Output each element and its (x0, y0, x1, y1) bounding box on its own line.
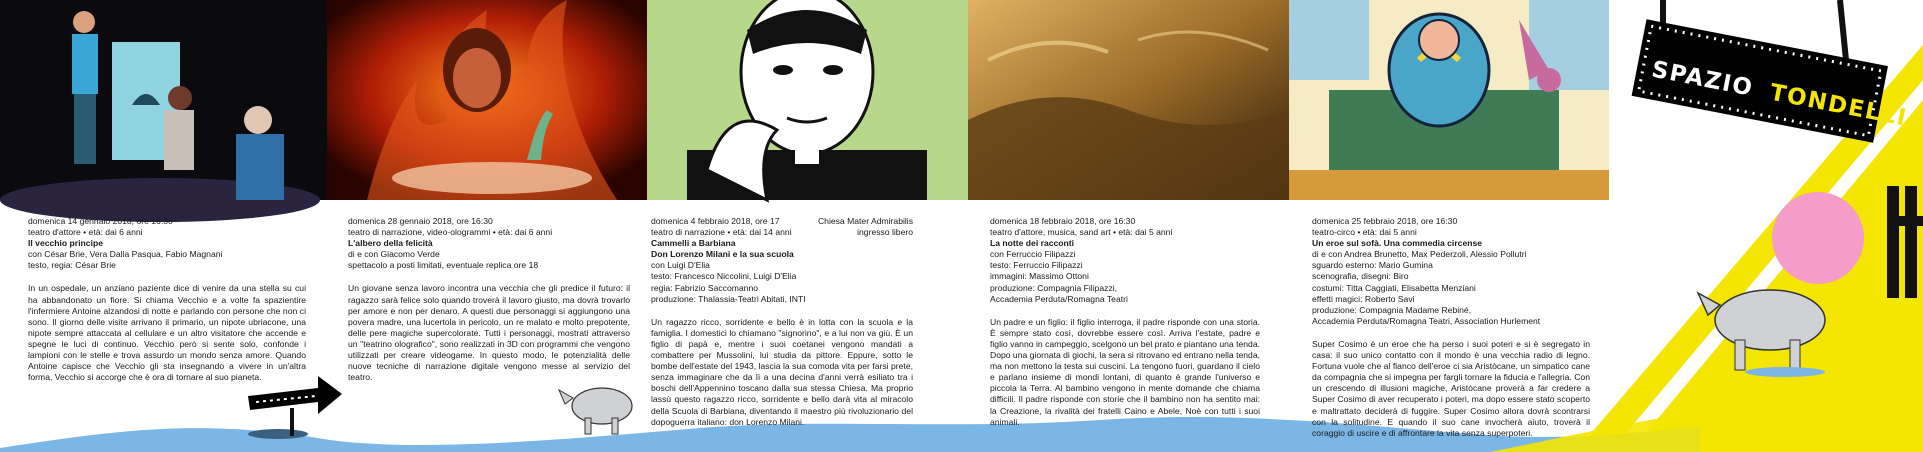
event-credit: testo: Francesco Niccolini, Luigi D'Elia (651, 271, 797, 282)
brand-word-spazio: SPAZIO (1649, 56, 1756, 102)
event-credit: testo: Ferruccio Filipazzi (990, 260, 1083, 271)
event-credit: effetti magici: Roberto Savi (1312, 293, 1415, 304)
event-credit: con Ferruccio Filipazzi (990, 249, 1076, 260)
event-credit: con César Brie, Vera Dalla Pasqua, Fabio Magnani (28, 249, 223, 260)
rhino-drawing-small (559, 388, 632, 434)
event-date: domenica 4 febbraio 2018, ore 17 (651, 216, 780, 226)
event-title: La notte dei racconti (990, 238, 1075, 249)
svg-text:SPAZIO TONDELLI (1649, 57, 1909, 132)
event-credit: Accademia Perduta/Romagna Teatri (990, 293, 1128, 304)
event-title: Un eroe sul sofà. Una commedia circense (1312, 238, 1483, 249)
event-credit: di e con Giacomo Verde (348, 249, 440, 260)
event-description: In un ospedale, un anziano paziente dice di venire da una stella su cui ha abbandonato un fiore. Si chiama Vecchio e a volte fa spazientire l'infermiere Antoine alzandosi di notte e parlando con persone che non ci sono. Il giorno delle visite arrivano il primario, un nipote ubriacone, una nipote sempre attaccata al cellulare e un altro visitatore che accende e spegne le luci di continuo. Vecchio però si sente solo, confonde i lampioni con le stelle e trova assurdo un mondo senza amore. Quando Antoine capisce che Vecchio gli sta insegnando a vivere in un'altra forma, Vecchio si accorge che è ora di tornare al suo pianeta. (28, 283, 306, 383)
event-credit: immagini: Massimo Ottoni (990, 271, 1089, 282)
event-venue: Chiesa Mater Admirabilis (817, 216, 913, 226)
event-date: domenica 28 gennaio 2018, ore 16:30 (348, 216, 493, 226)
pink-circle (1772, 192, 1864, 284)
event-entry: ingresso libero (857, 227, 913, 238)
event-column-1 (28, 216, 306, 383)
event-credit: scenografia, disegni: Biro (1312, 271, 1409, 282)
brand-word-tondelli: TONDELLI (1767, 79, 1910, 132)
event-date: domenica 25 febbraio 2018, ore 16:30 (1312, 216, 1458, 226)
event-credit: costumi: Titta Caggiati, Elisabetta Menziani (1312, 282, 1476, 293)
event-credit: produzione: Thalassia-Teatri Abitati, INTI (651, 293, 806, 304)
event-credit: produzione: Compagnia Filipazzi, (990, 282, 1118, 293)
event-credit: testo, regia: César Brie (28, 260, 116, 271)
event-genre: teatro di narrazione, video-ologrammi • età: dai 6 anni (348, 227, 553, 238)
event-credit: spettacolo a posti limitati, eventuale replica ore 18 (348, 260, 539, 271)
event-credit: con Luigi D'Elia (651, 260, 710, 271)
event-title: Cammelli a Barbiana (651, 238, 736, 249)
event-column-2 (348, 216, 630, 383)
black-bars (1887, 186, 1923, 298)
event-genre: teatro-circo • età: dai 5 anni (1312, 227, 1417, 238)
event-title: Il vecchio principe (28, 238, 103, 249)
arrow-sign (248, 376, 342, 439)
event-description: Super Cosimo è un eroe che ha perso i suoi poteri e si è segregato in casa: il suo unico contatto con il mondo è una vecchia radio di legno. Fortuna vuole che al fianco dell'eroe ci sia Aristòcane, un simpatico cane da compagnia che si impegna per fargli tornare la fiducia e l'allegria. Con un crescendo di illusioni magiche, Aristòcane proverà a far credere a Super Cosimo di aver recuperato i poteri, ma dopo essere stato scoperto e maltrattato deciderà di fuggire. Super Cosimo allora dovrà scontrarsi con la solitudine. E quando il suo cane invocherà aiuto, troverà il coraggio di uscire e di affrontare la vita senza superpoteri. (1312, 338, 1590, 438)
event-date: domenica 14 gennaio 2018, ore 16:30 (28, 216, 173, 226)
event-column-3 (651, 216, 933, 428)
event-description: Un padre e un figlio: il figlio interroga, il padre risponde con una storia. È sempre stato così, dovrebbe essere così. Arriva l'estate, padre e figlio vanno in campeggio, scelgono un bel prato e piantano una tenda. Dopo una giornata di giochi, la sera si ritrovano ed entrano nella tenda, ma non mettono la testa sui cuscini. La tengono fuori, guardano il cielo e parlano insieme di mondi lontani, di quanto è grande l'universo e piccola la Terra. Al bambino vengono in mente domande che chiama difficili. Il padre risponde con storie che il bambino non ha sentito mai: la Creazione, la rivalità dei fratelli Caino e Abele, Noè con tutti i suoi animali. (990, 316, 1260, 427)
event-credit: sguardo esterno: Mario Gumina (1312, 260, 1433, 271)
event-subtitle: Don Lorenzo Milani e la sua scuola (651, 249, 794, 260)
event-genre: teatro d'attore • età: dai 6 anni (28, 227, 143, 238)
event-genre: teatro di narrazione • età: dai 14 anni (651, 227, 792, 238)
event-column-5 (1312, 216, 1590, 439)
event-description: Un ragazzo ricco, sorridente e bello è in lotta con la scuola e la famiglia. I domestici lo chiamano "signorino", e a lui non va giù. È un figlio di papà e, mentre i suoi coetanei vengono mandati a combattere per Mussolini, lui studia da pittore. Eppure, sotto le bombe dell'estate del 1943, lascia la sua comoda vita per farsi prete, senza immaginare che da lì a una decina d'anni verrà esiliato tra i boschi dell'Appennino toscano dalla sua stessa Chiesa. Ma proprio lassù questo ragazzo ricco, sorridente e bello darà vita al miracolo della Scuola di Barbiana, diventando il maestro più rivoluzionario del dopoguerra italiano: don Lorenzo Milani. (651, 316, 913, 427)
brand-title (1632, 36, 1910, 132)
event-description: Un giovane senza lavoro incontra una vecchia che gli predice il futuro: il ragazzo sarà felice solo quando troverà il lavoro giusto, ma dovrà trovarlo per amore e non per denaro. A questi due personaggi si aggiungono una povera madre, una lucertola in pericolo, un re malato e molto prepotente, delle pere magiche supercolorate. Tutti i personaggi, mostrati attraverso un "teatrino olografico", sono realizzati in 3D con programmi che vengono utilizzati per creare videogame. In questo modo, le potenzialità delle nuove tecniche di narrazione digitale vengono messe al servizio del teatro. (348, 283, 630, 383)
event-credit: regia: Fabrizio Saccomanno (651, 282, 758, 293)
event-title: L'albero della felicità (348, 238, 433, 249)
event-credit: di e con Andrea Brunetto, Max Pederzoli, Alessio Pollutri (1312, 249, 1527, 260)
event-credit: Accademia Perduta/Romagna Teatri, Association Hurlement (1312, 315, 1541, 326)
venue-info (651, 216, 913, 238)
rhino-drawing-right (1698, 290, 1825, 377)
event-date: domenica 18 febbraio 2018, ore 16:30 (990, 216, 1136, 226)
event-genre: teatro d'attore, musica, sand art • età: dai 5 anni (990, 227, 1173, 238)
event-credit: produzione: Compagnia Madame Rebiné, (1312, 304, 1472, 315)
event-column-4 (990, 216, 1272, 428)
